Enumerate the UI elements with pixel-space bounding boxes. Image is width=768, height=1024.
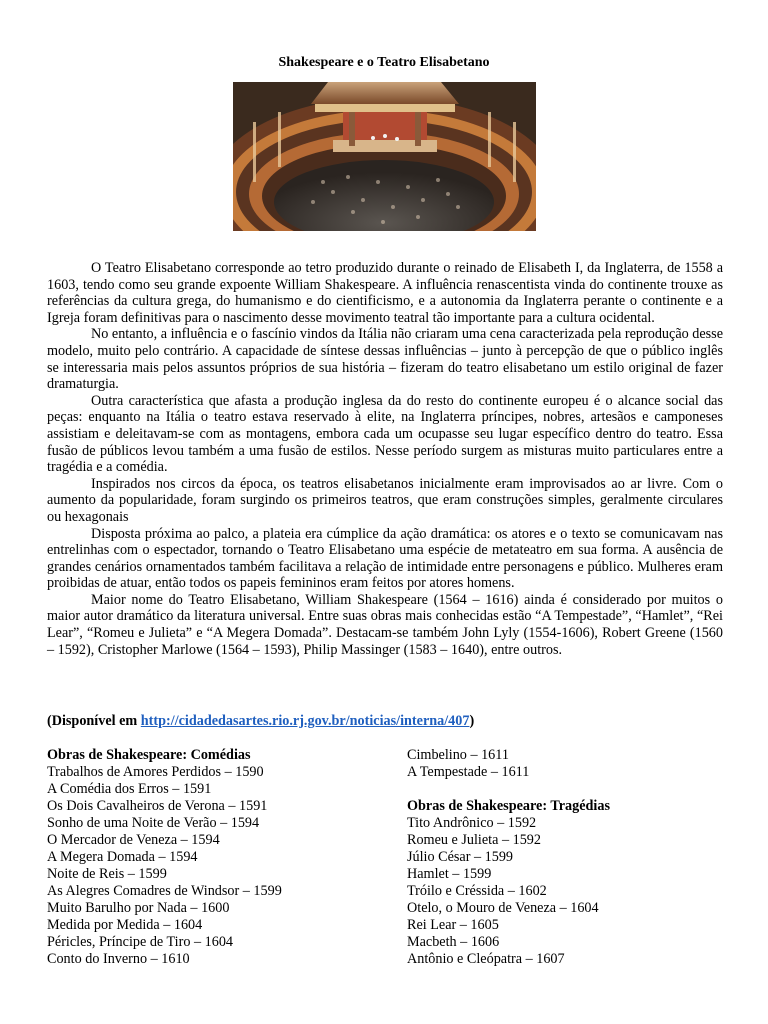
list-item: Os Dois Cavalheiros de Verona – 1591 [47, 798, 268, 814]
source-citation [47, 713, 474, 730]
tragedies-heading: Obras de Shakespeare: Tragédias [407, 798, 610, 814]
list-item: Hamlet – 1599 [407, 866, 492, 882]
comedies-list [47, 747, 282, 968]
right-column-lists [407, 747, 610, 968]
source-link[interactable]: http://cidadedasartes.rio.rj.gov.br/noticias/interna/407 [140, 713, 470, 729]
list-item: Muito Barulho por Nada – 1600 [47, 900, 230, 916]
list-item: Otelo, o Mouro de Veneza – 1604 [407, 900, 599, 916]
list-item: Sonho de uma Noite de Verão – 1594 [47, 815, 260, 831]
spacer [407, 781, 610, 798]
page-title: Shakespeare e o Teatro Elisabetano [278, 55, 490, 70]
list-item: Conto do Inverno – 1610 [47, 951, 190, 967]
list-item: Macbeth – 1606 [407, 934, 500, 950]
source-prefix: (Disponível em [47, 713, 141, 729]
paragraph: No entanto, a influência e o fascínio vindos da Itália não criaram uma cena caracterizada pela reprodução desse modelo, muito pelo contrário. A capacidade de síntese dessas influências – junto à percepção de que o público inglês se interessaria mais pelos assuntos próprios de sua história – fizeram do teatro elisabetano um estilo original de fazer dramaturgia. [47, 326, 723, 393]
list-item: A Megera Domada – 1594 [47, 849, 198, 865]
paragraph: Outra característica que afasta a produção inglesa da do resto do continente europeu é o alcance social das peças: enquanto na Itália o teatro estava reservado à elite, na Inglaterra príncipes, nobres, artesãos e camponeses assistiam e deleitavam-se com as montagens, embora cada um ocupasse seu lugar específico dentro do teatro. Essa fusão de públicos levou também a uma fusão de estilos. Nesse período surgem as misturas muito particulares entre a tragédia e a comédia. [47, 392, 723, 476]
list-item: Júlio César – 1599 [407, 849, 514, 865]
list-item: Cimbelino – 1611 [407, 747, 509, 763]
paragraph: Inspirados nos circos da época, os teatros elisabetanos inicialmente eram improvisados ao ar livre. Com o aumento da popularidade, foram surgindo os primeiros teatros, que eram construções simples, geralmente circulares ou hexagonais [47, 475, 723, 525]
list-item: A Tempestade – 1611 [407, 764, 530, 780]
list-item: A Comédia dos Erros – 1591 [47, 781, 212, 797]
list-item: O Mercador de Veneza – 1594 [47, 832, 220, 848]
paragraph: Maior nome do Teatro Elisabetano, William Shakespeare (1564 – 1616) ainda é considerado por muitos o maior autor dramático da literatura universal. Entre suas obras mais conhecidas estão “A Tempestade”, “Hamlet”, “Rei Lear”, “Romeu e Julieta” e “A Megera Domada”. Destacam-se também John Lyly (1554-1606), Robert Greene (1560 – 1592), Cristopher Marlowe (1564 – 1593), Philip Massinger (1583 – 1640), entre outros. [47, 591, 723, 658]
list-item: Rei Lear – 1605 [407, 917, 499, 933]
list-item: Tróilo e Créssida – 1602 [407, 883, 547, 899]
list-item: Péricles, Príncipe de Tiro – 1604 [47, 934, 234, 950]
paragraph: Disposta próxima ao palco, a plateia era cúmplice da ação dramática: os atores e o texto se comunicavam nas entrelinhas com o espectador, tornando o Teatro Elisabetano uma espécie de metateatro em sua forma. A ausência de grandes cenários ornamentados também facilitava a relação de intimidade entre personagens e público. Mulheres eram proibidas de atuar, então todos os papeis femininos eram feitos por atores homens. [47, 525, 723, 592]
list-item: Medida por Medida – 1604 [47, 917, 203, 933]
list-item: Tito Andrônico – 1592 [407, 815, 537, 831]
comedies-heading: Obras de Shakespeare: Comédias [47, 747, 251, 763]
globe-theatre-photo [233, 82, 536, 231]
article-body [47, 260, 723, 658]
paragraph: O Teatro Elisabetano corresponde ao tetro produzido durante o reinado de Elisabeth I, da Inglaterra, de 1558 a 1603, tendo como seu grande expoente William Shakespeare. A influência renascentista vinda do continente trouxe as referências da cultura grega, do humanismo e do cientificismo, e a autonomia da Inglaterra perante o continente e a Igreja foram definitivas para o nascimento desse movimento teatral tão importante para a cultura ocidental. [47, 260, 723, 326]
list-item: Trabalhos de Amores Perdidos – 1590 [47, 764, 264, 780]
list-item: As Alegres Comadres de Windsor – 1599 [47, 883, 282, 899]
list-item: Antônio e Cleópatra – 1607 [407, 951, 565, 967]
list-item: Noite de Reis – 1599 [47, 866, 167, 882]
list-item: Romeu e Julieta – 1592 [407, 832, 541, 848]
source-suffix: ) [469, 713, 475, 729]
